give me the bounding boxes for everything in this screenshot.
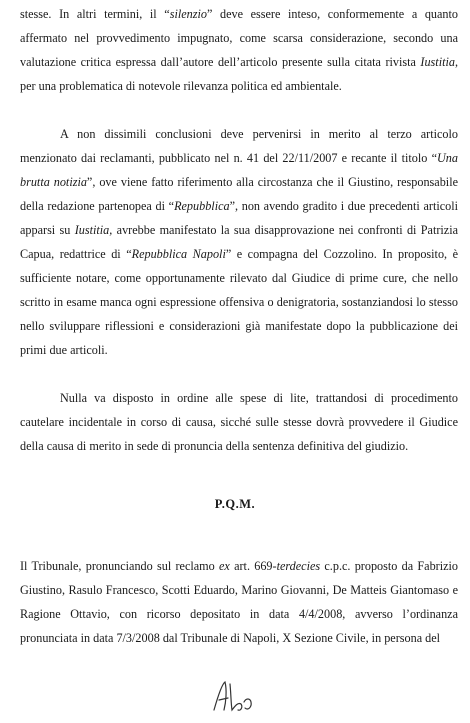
paragraph-ruling: [20, 554, 458, 650]
text-run: ”, non avendo gradito i due precedenti articoli apparsi su: [20, 199, 458, 237]
italic-text-run: Repubblica: [174, 199, 230, 213]
text-run: , per una problematica di notevole rilevanza politica ed ambientale.: [20, 55, 458, 93]
paragraph-continuation: [20, 2, 458, 98]
italic-text-run: Iustitia: [420, 55, 455, 69]
text-run: art. 669-: [229, 559, 277, 573]
italic-text-run: Una brutta notizia: [20, 151, 458, 189]
section-heading-pqm: P.Q.M.: [214, 497, 256, 511]
text-run: ”, ove viene fatto riferimento alla circostanza che il Giustino, responsabile della redazione partenopea di “: [20, 175, 458, 213]
handwritten-signature: [208, 676, 258, 716]
italic-text-run: silenzio: [169, 7, 207, 21]
paragraph-costs: [20, 386, 458, 458]
text-run: ” deve essere inteso, conformemente a quanto affermato nel provvedimento impugnato, come scarsa considerazione, secondo una valutazione critica espressa dall’autore dell’articolo presente sulla citata rivista: [20, 7, 459, 69]
italic-text-run: Repubblica Napoli: [131, 247, 226, 261]
text-run: c.p.c. proposto da Fabrizio Giustino, Rasulo Francesco, Scotti Eduardo, Marino Giovanni, De Matteis Giantomaso e Ragione Ottavio, con ricorso depositato in data 4/4/2008, avverso l’ordinanza pronunciata in data 7/3/2008 dal Tribunale di Napoli, X Sezione Civile, in persona del: [20, 559, 459, 645]
paragraph-third-article: [20, 122, 458, 362]
text-run: avrebbe manifestato la sua disapprovazione nei confronti di Patrizia Capua, redattrice di “: [20, 223, 458, 261]
text-run: stesse. In altri termini, il “: [20, 7, 170, 21]
text-run: Il Tribunale, pronunciando sul reclamo: [20, 559, 219, 573]
text-run: Nulla va disposto in ordine alle spese di lite, trattandosi di procedimento cautelare incidentale in corso di causa, sicché sulle stesse dovrà provvedere il Giudice della causa di merito in sede di pronuncia della sentenza definitiva del giudizio.: [20, 391, 458, 453]
italic-text-run: terdecies: [276, 559, 321, 573]
text-run: ” e compagna del Cozzolino. In proposito, è sufficiente notare, come opportunamente rilevato dal Giudice di prime cure, che nello scritto in esame manca ogni espressione offensiva o denigratoria, sostanziandosi lo stesso nello sviluppare riflessioni e considerazioni già manifestate dopo la pubblicazione dei primi due articoli.: [20, 247, 459, 357]
italic-text-run: Iustitia,: [74, 223, 113, 237]
italic-text-run: ex: [219, 559, 230, 573]
text-run: A non dissimili conclusioni deve pervenirsi in merito al terzo articolo menzionato dai reclamanti, pubblicato nel n. 41 del 22/11/2007 e recante il titolo “: [20, 127, 458, 165]
